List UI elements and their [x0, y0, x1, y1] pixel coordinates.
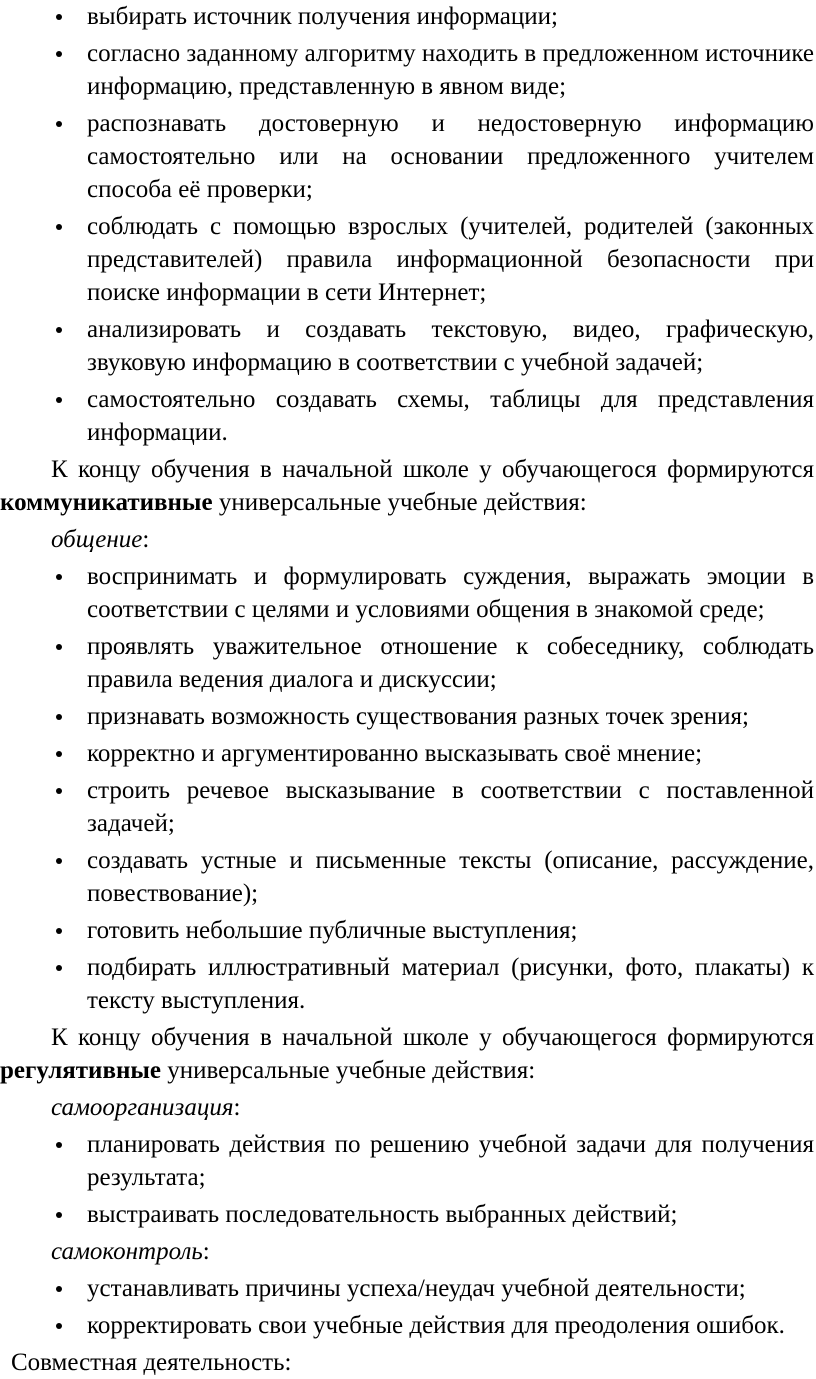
bullet-icon	[56, 858, 62, 864]
bullet-icon	[56, 965, 62, 971]
list-item: подбирать иллюстративный материал (рисунки, фото, плакаты) к тексту выступления.	[0, 951, 816, 1017]
section-label: самоорганизация:	[51, 1094, 241, 1121]
list-item: признавать возможность существования разных точек зрения;	[0, 700, 816, 733]
list-item: устанавливать причины успеха/неудач учебной деятельности;	[0, 1272, 816, 1305]
bullet-icon	[56, 574, 62, 580]
list-item: корректировать свои учебные действия для преодоления ошибок.	[0, 1309, 816, 1342]
section-label: самоконтроль:	[51, 1238, 210, 1265]
list-item: согласно заданному алгоритму находить в предложенном источнике информацию, представленную в явном виде;	[0, 37, 816, 103]
list-item: планировать действия по решению учебной задачи для получения результата;	[0, 1128, 816, 1194]
bullet-icon	[56, 1323, 62, 1329]
list-item: корректно и аргументированно высказывать своё мнение;	[0, 737, 816, 770]
list-item: выбирать источник получения информации;	[0, 0, 816, 33]
list-item: распознавать достоверную и недостоверную информацию самостоятельно или на основании предложенного учителем способа её проверки;	[0, 107, 816, 206]
bold-term: регулятивные	[0, 1057, 161, 1084]
bullet-icon	[56, 1142, 62, 1148]
bullet-icon	[56, 51, 62, 57]
paragraph-communicative: К концу обучения в начальной школе у обучающегося формируются коммуникативные универсальные учебные действия:	[0, 456, 814, 516]
bullet-icon	[56, 224, 62, 230]
bullet-icon	[56, 788, 62, 794]
list-item: соблюдать с помощью взрослых (учителей, родителей (законных представителей) правила информационной безопасности при поиске информации в сети Интернет;	[0, 210, 816, 309]
list-item: анализировать и создавать текстовую, видео, графическую, звуковую информацию в соответствии с учебной задачей;	[0, 313, 816, 379]
bullet-icon	[56, 644, 62, 650]
bullet-icon	[56, 14, 62, 20]
bullet-icon	[56, 1212, 62, 1218]
list-item: проявлять уважительное отношение к собеседнику, соблюдать правила ведения диалога и дискуссии;	[0, 630, 816, 696]
list-item: выстраивать последовательность выбранных действий;	[0, 1198, 816, 1231]
section-heading-joint-activity: Совместная деятельность:	[11, 1349, 292, 1376]
list-item: готовить небольшие публичные выступления;	[0, 914, 816, 947]
bullet-icon	[56, 751, 62, 757]
bullet-icon	[56, 397, 62, 403]
bullet-icon	[56, 928, 62, 934]
bullet-icon	[56, 327, 62, 333]
list-item: строить речевое высказывание в соответствии с поставленной задачей;	[0, 774, 816, 840]
bullet-icon	[56, 1286, 62, 1292]
list-item: создавать устные и письменные тексты (описание, рассуждение, повествование);	[0, 844, 816, 910]
paragraph-regulatory: К концу обучения в начальной школе у обучающегося формируются регулятивные универсальные учебные действия:	[0, 1024, 814, 1084]
bold-term: коммуникативные	[0, 489, 213, 516]
bullet-icon	[56, 121, 62, 127]
list-item: воспринимать и формулировать суждения, выражать эмоции в соответствии с целями и условиями общения в знакомой среде;	[0, 560, 816, 626]
list-item: самостоятельно создавать схемы, таблицы для представления информации.	[0, 383, 816, 449]
bullet-icon	[56, 714, 62, 720]
section-label: общение:	[51, 526, 150, 553]
